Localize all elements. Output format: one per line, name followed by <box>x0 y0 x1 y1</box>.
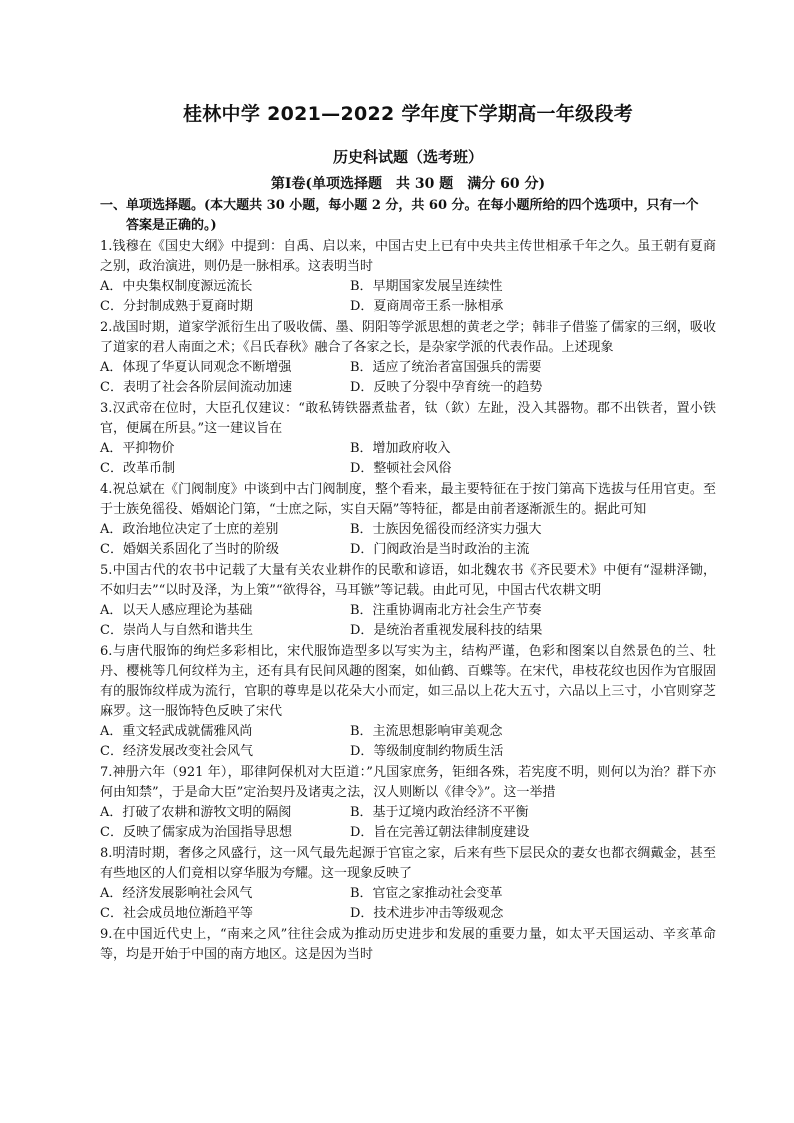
question-block <box>100 399 716 479</box>
answer-option: A．以天人感应理论为基础 <box>100 603 253 618</box>
answer-option: A．政治地位决定了士庶的差别 <box>100 522 279 537</box>
answer-option: C．经济发展改变社会风气 <box>100 744 253 759</box>
question-stem: 1.钱穆在《国史大纲》中提到：自禹、启以来，中国古史上已有中央共主传世相承千年之久。虽王朝有夏商之别，政治演进，则仍是一脉相承。这表明当时 <box>100 239 716 274</box>
question-list <box>100 237 716 965</box>
answer-option: C．社会成员地位渐趋平等 <box>100 906 253 921</box>
question-stem: 2.战国时期，道家学派衍生出了吸收儒、墨、阴阳等学派思想的黄老之学；韩非子借鉴了儒家的三纲，吸收了道家的君人南面之术；《吕氏春秋》融合了各家之长，是杂家学派的代表作品。上述现象 <box>100 320 716 355</box>
answer-option: C．反映了儒家成为治国指导思想 <box>100 825 292 840</box>
answer-option: A．经济发展影响社会风气 <box>100 886 253 901</box>
answer-option: B．主流思想影响审美观念 <box>350 724 503 739</box>
question-block <box>100 480 716 560</box>
answer-option: B．适应了统治者富国强兵的需要 <box>350 360 542 375</box>
question-block <box>100 237 716 317</box>
answer-option: C．婚姻关系固化了当时的阶级 <box>100 542 279 557</box>
instruction-line-2: 答案是正确的。) <box>126 218 217 233</box>
option-grid <box>100 520 716 560</box>
option-grid <box>100 277 716 317</box>
question-block <box>100 763 716 843</box>
question-stem: 8.明清时期，奢侈之风盛行，这一风气最先起源于官宦之家，后来有些下层民众的妻女也都衣绸戴金，甚至有些地区的人们竟相以穿华服为夸耀。这一现象反映了 <box>100 846 716 881</box>
question-block <box>100 642 716 762</box>
exam-page <box>100 100 716 965</box>
exam-title: 桂林中学 2021—2022 学年度下学期高一年级段考 <box>182 103 634 125</box>
answer-option: B．士族因免徭役而经济实力强大 <box>350 522 542 537</box>
question-block <box>100 925 716 965</box>
answer-option: A．重文轻武成就儒雅风尚 <box>100 724 253 739</box>
option-grid <box>100 601 716 641</box>
option-grid <box>100 439 716 479</box>
answer-option: C．改革币制 <box>100 461 175 476</box>
answer-option: B．增加政府收入 <box>350 441 451 456</box>
option-grid <box>100 358 716 398</box>
answer-option: D．是统治者重视发展科技的结果 <box>350 623 543 638</box>
answer-option: D．反映了分裂中孕育统一的趋势 <box>350 380 543 395</box>
exam-subtitle: 历史科试题（选考班） <box>332 148 483 166</box>
answer-option: D．旨在完善辽朝法律制度建设 <box>350 825 530 840</box>
answer-option: B．基于辽境内政治经济不平衡 <box>350 805 529 820</box>
option-grid <box>100 884 716 924</box>
section-instruction <box>100 196 716 236</box>
answer-option: D．等级制度制约物质生活 <box>350 744 504 759</box>
answer-option: C．表明了社会各阶层间流动加速 <box>100 380 292 395</box>
question-stem: 6.与唐代服饰的绚烂多彩相比，宋代服饰造型多以写实为主，结构严谨，色彩和图案以自然景色的兰、牡丹、樱桃等几何纹样为主，还有具有民间风趣的图案，如仙鹤、百蝶等。在宋代，串枝花纹也因作为官服固有的服饰纹样成为流行，官职的尊卑是以花朵大小而定，如三品以上花大五寸，六品以上三寸，小官则穿芝麻罗。这一服饰特色反映了宋代 <box>100 644 716 719</box>
question-stem: 7.神册六年（921 年），耶律阿保机对大臣道：”凡国家庶务，钜细各殊，若宪度不明，则何以为治？群下亦何由知禁”，于是命大臣”定治契丹及诸夷之法，汉人则断以《律令》”。这一举措 <box>100 765 716 800</box>
question-stem: 9.在中国近代史上，“南来之风”往往会成为推动历史进步和发展的重要力量，如太平天国运动、辛亥革命等，均是开始于中国的南方地区。这是因为当时 <box>100 927 716 962</box>
answer-option: C．分封制成熟于夏商时期 <box>100 299 253 314</box>
answer-option: A．打破了农耕和游牧文明的隔阂 <box>100 805 292 820</box>
answer-option: D．整顿社会风俗 <box>350 461 452 476</box>
answer-option: D．技术进步冲击等级观念 <box>350 906 504 921</box>
option-grid <box>100 722 716 762</box>
question-stem: 4.祝总斌在《门阀制度》中谈到中古门阀制度，整个看来，最主要特征在于按门第高下选拔与任用官吏。至于士族免徭役、婚姻论门第，“士庶之际，实自天隔”等特征，都是由前者逐渐派生的。据此可知 <box>100 482 716 517</box>
question-stem: 3.汉武帝在位时，大臣孔仅建议：“敢私铸铁器煮盐者，钛（欽）左趾，没入其器物。郡不出铁者，置小铁官，便属在所县。”这一建议旨在 <box>100 401 716 436</box>
answer-option: D．门阀政治是当时政治的主流 <box>350 542 530 557</box>
answer-option: C．崇尚人与自然和谐共生 <box>100 623 253 638</box>
question-block <box>100 561 716 641</box>
question-block <box>100 318 716 398</box>
question-block <box>100 844 716 924</box>
answer-option: D．夏商周帝王系一脉相承 <box>350 299 504 314</box>
answer-option: A．体现了华夏认同观念不断增强 <box>100 360 292 375</box>
option-grid <box>100 803 716 843</box>
question-stem: 5.中国古代的农书中记载了大量有关农业耕作的民歌和谚语，如北魏农书《齐民要术》中便有“湿耕泽锄，不如归去”“以时及泽，为上策”“欲得谷，马耳镞”等记载。由此可见，中国古代农耕文明 <box>100 563 716 598</box>
answer-option: A．中央集权制度源远流长 <box>100 279 253 294</box>
instruction-line-1: 一、单项选择题。(本大题共 30 小题，每小题 2 分，共 60 分。在每小题所给的四个选项中，只有一个 <box>100 198 699 213</box>
answer-option: B．官宦之家推动社会变革 <box>350 886 503 901</box>
answer-option: B．注重协调南北方社会生产节奏 <box>350 603 542 618</box>
answer-option: B．早期国家发展呈连续性 <box>350 279 503 294</box>
volume-heading: 第Ⅰ卷(单项选择题 共 30 题 满分 60 分) <box>270 176 546 192</box>
answer-option: A．平抑物价 <box>100 441 175 456</box>
